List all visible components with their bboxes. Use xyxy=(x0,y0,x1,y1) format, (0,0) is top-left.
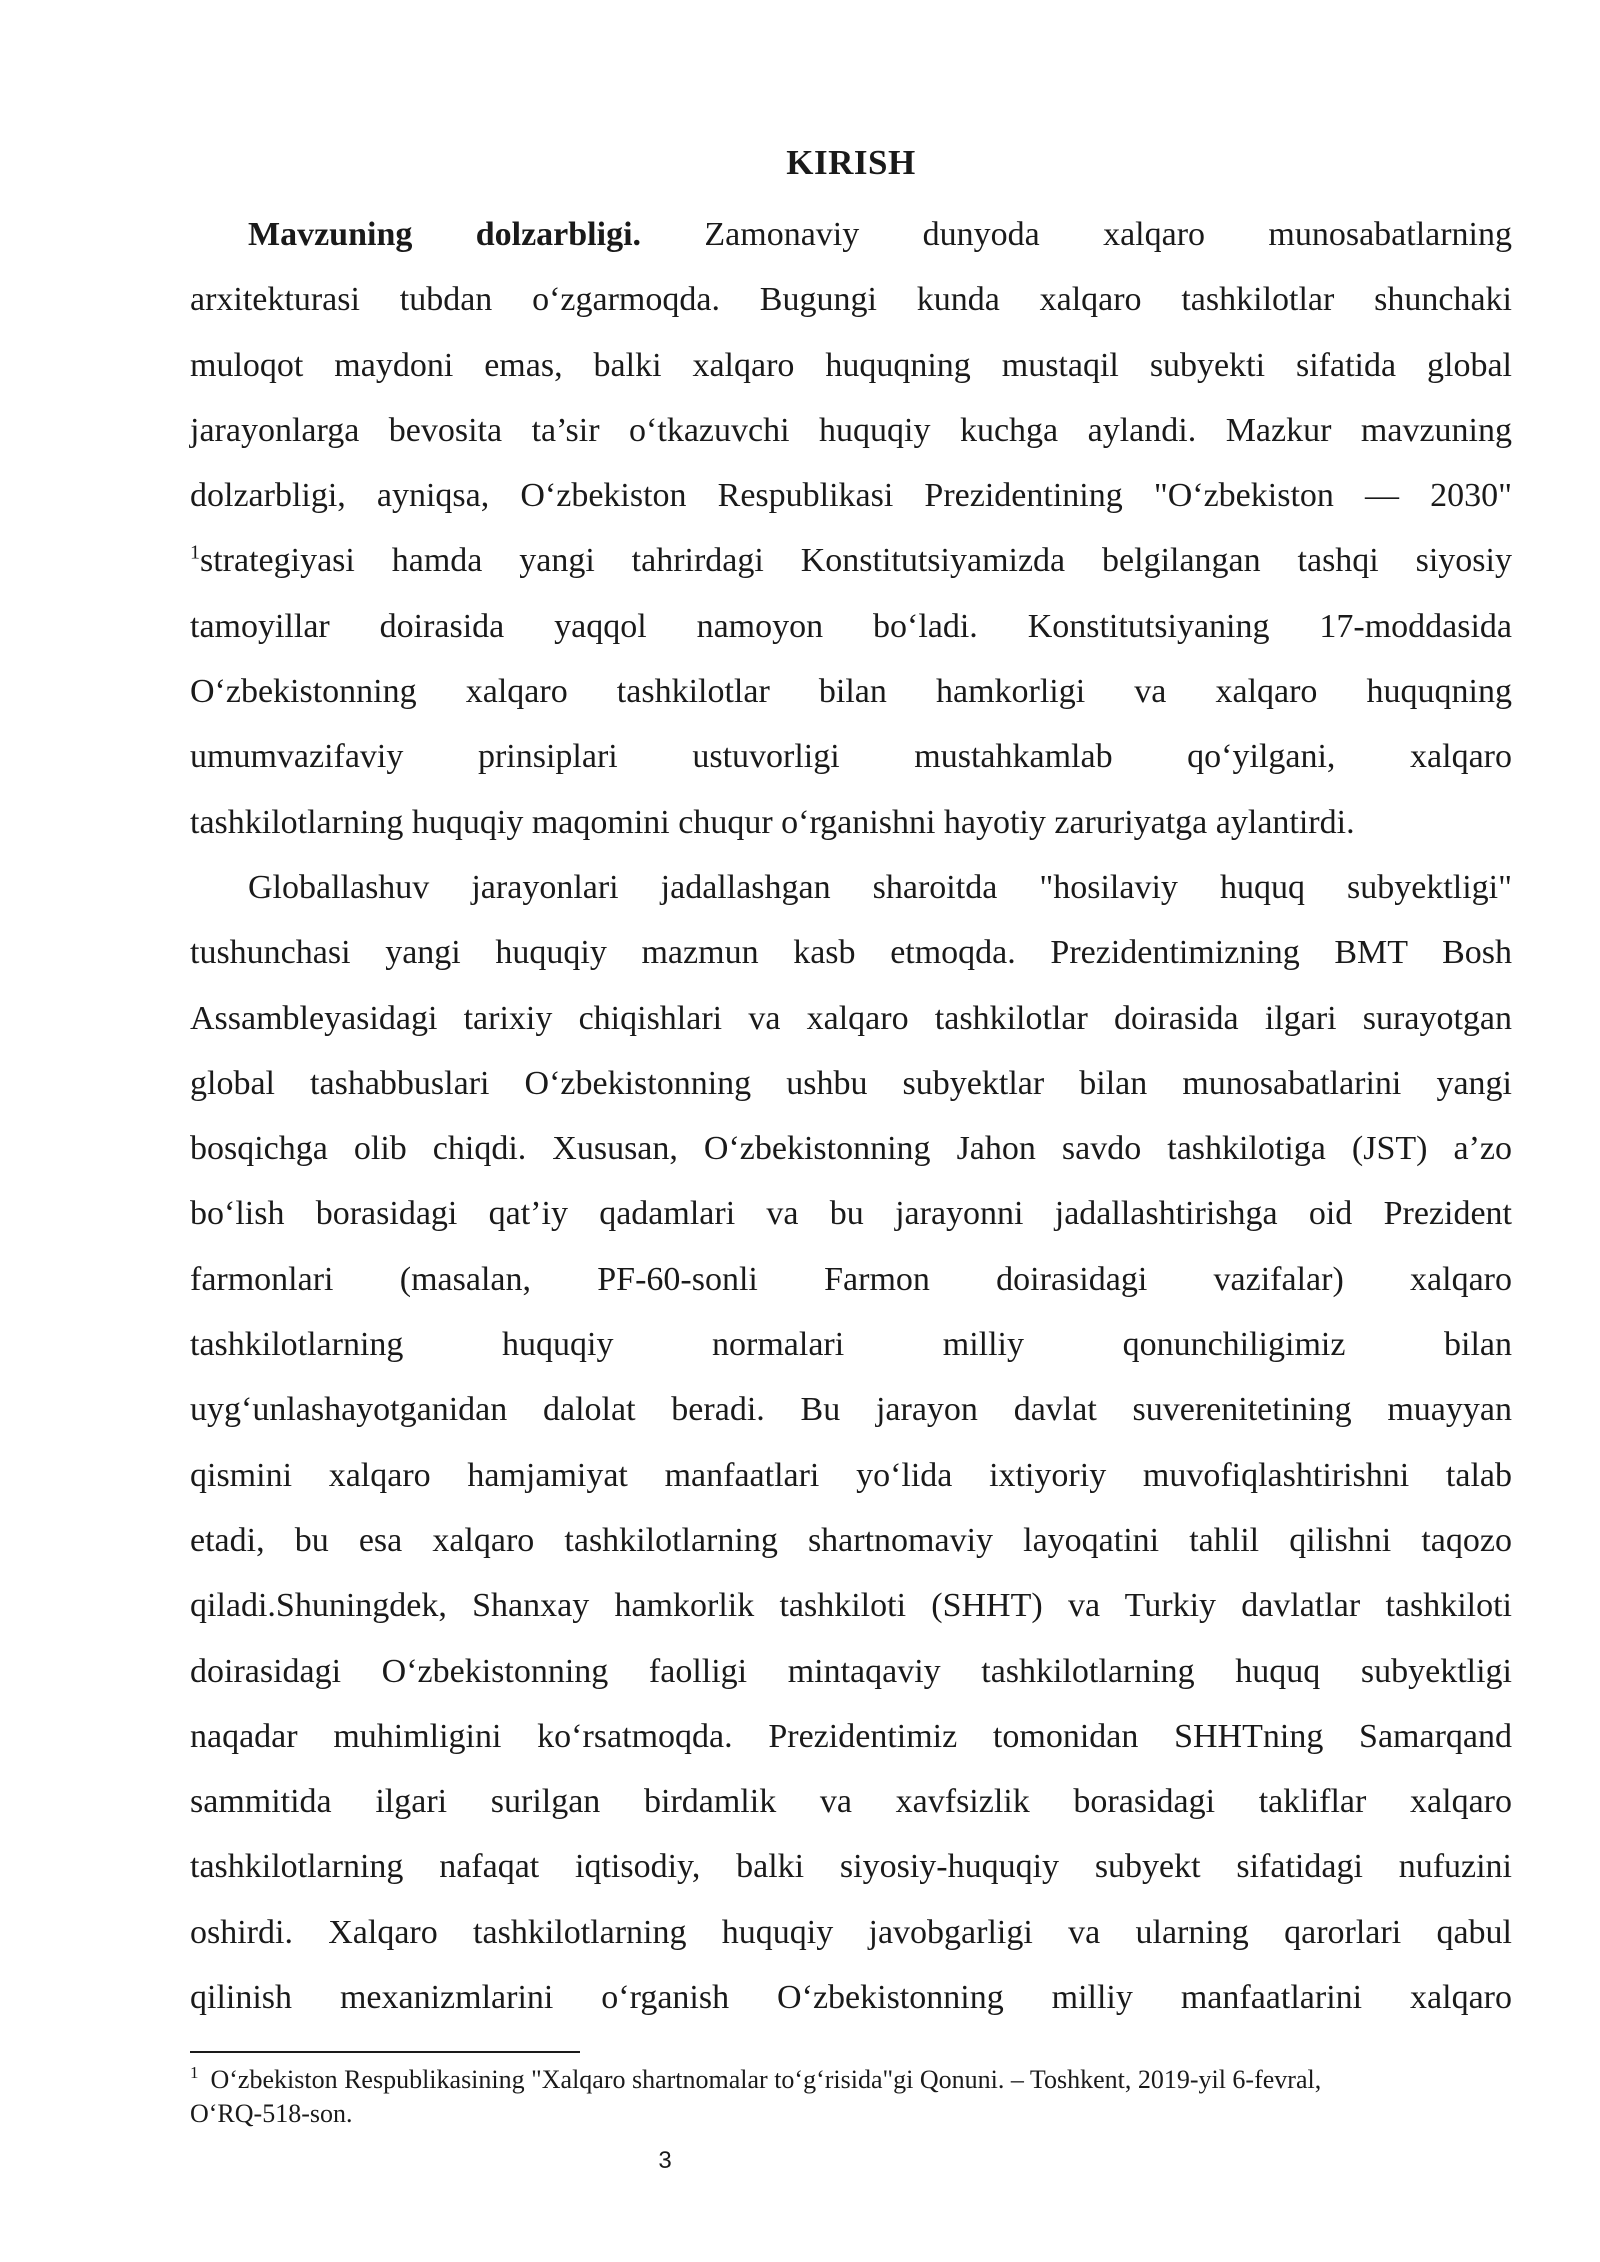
footnote xyxy=(190,2063,1512,2131)
footnote-reference[interactable]: 1 xyxy=(190,542,200,565)
text-line: bosqichga olib chiqdi. Xususan, O‘zbekistonning Jahon savdo tashkilotiga (JST) a’zo xyxy=(190,1130,1512,1168)
paragraph-relevance-end xyxy=(190,790,1512,855)
text-line-rest: Zamonaviy dunyoda xalqaro munosabatlarning xyxy=(641,216,1512,253)
text-line: global tashabbuslari O‘zbekistonning ushbu subyektlar bilan munosabatlarini yangi xyxy=(190,1064,1512,1102)
paragraph-relevance xyxy=(190,202,1512,790)
text-line: Globallashuv jarayonlari jadallashgan sharoitda "hosilaviy huquq subyektligi" xyxy=(248,868,1512,906)
text-line: tamoyillar doirasida yaqqol namoyon bo‘ladi. Konstitutsiyaning 17-moddasida xyxy=(190,607,1512,645)
text-line: tashkilotlarning nafaqat iqtisodiy, balki siyosiy-huquqiy subyekt sifatidagi nufuzini xyxy=(190,1848,1512,1886)
text-line: doirasidagi O‘zbekistonning faolligi mintaqaviy tashkilotlarning huquq subyektligi xyxy=(190,1652,1512,1690)
text-line xyxy=(190,202,1512,267)
text-line: etadi, bu esa xalqaro tashkilotlarning shartnomaviy layoqatini tahlil qilishni taqozo xyxy=(190,1521,1512,1559)
text-line: naqadar muhimligini ko‘rsatmoqda. Prezidentimiz tomonidan SHHTning Samarqand xyxy=(190,1717,1512,1755)
footnote-number: 1 xyxy=(190,2063,199,2083)
paragraph-globalization xyxy=(190,855,1512,2030)
text-line: tashkilotlarning huquqiy normalari milliy qonunchiligimiz bilan xyxy=(190,1326,1512,1364)
section-heading: KIRISH xyxy=(786,143,916,182)
text-line: O‘zbekistonning xalqaro tashkilotlar bilan hamkorligi va xalqaro huquqning xyxy=(190,673,1512,711)
text-line-rest: strategiyasi hamda yangi tahrirdagi Konstitutsiyamizda belgilangan tashqi siyosiy xyxy=(200,542,1512,580)
text-line: dolzarbligi, ayniqsa, O‘zbekiston Respublikasi Prezidentining "O‘zbekiston — 2030" xyxy=(190,477,1512,515)
footnote-separator xyxy=(190,2051,580,2053)
text-line xyxy=(190,528,1512,593)
text-line: oshirdi. Xalqaro tashkilotlarning huquqiy javobgarligi va ularning qarorlari qabul xyxy=(190,1913,1512,1951)
text-line: muloqot maydoni emas, balki xalqaro huquqning mustaqil subyekti sifatida global xyxy=(190,346,1512,384)
text-line: Assambleyasidagi tarixiy chiqishlari va xalqaro tashkilotlar doirasida ilgari surayotgan xyxy=(190,999,1512,1037)
text-line: farmonlari (masalan, PF-60-sonli Farmon doirasidagi vazifalar) xalqaro xyxy=(190,1260,1512,1298)
text-line: qiladi.Shuningdek, Shanxay hamkorlik tashkiloti (SHHT) va Turkiy davlatlar tashkiloti xyxy=(190,1587,1512,1625)
paragraph-lead: Mavzuning dolzarbligi. xyxy=(248,216,642,253)
text-line: tashkilotlarning huquqiy maqomini chuqur o‘rganishni hayotiy zaruriyatga aylantirdi. xyxy=(190,803,1355,841)
text-line: umumvazifaviy prinsiplari ustuvorligi mustahkamlab qo‘yilgani, xalqaro xyxy=(190,738,1512,776)
page-body xyxy=(190,138,1512,2030)
footnote-text: O‘zbekiston Respublikasining "Xalqaro shartnomalar to‘g‘risida"gi Qonuni. – Toshkent, 2019-yil 6-fevral, xyxy=(210,2065,1322,2094)
text-line: qismini xalqaro hamjamiyat manfaatlari yo‘lida ixtiyoriy muvofiqlashtirishni talab xyxy=(190,1456,1512,1494)
text-line: qilinish mexanizmlarini o‘rganish O‘zbekistonning milliy manfaatlarini xalqaro xyxy=(190,1979,1512,2017)
page-number: 3 xyxy=(658,2147,672,2174)
text-line: bo‘lish borasidagi qat’iy qadamlari va bu jarayonni jadallashtirishga oid Prezident xyxy=(190,1195,1512,1233)
text-line: tushunchasi yangi huquqiy mazmun kasb etmoqda. Prezidentimizning BMT Bosh xyxy=(190,934,1512,972)
text-line: arxitekturasi tubdan o‘zgarmoqda. Bugungi kunda xalqaro tashkilotlar shunchaki xyxy=(190,281,1512,319)
text-line: sammitida ilgari surilgan birdamlik va xavfsizlik borasidagi takliflar xalqaro xyxy=(190,1783,1512,1821)
text-line: jarayonlarga bevosita ta’sir o‘tkazuvchi huquqiy kuchga aylandi. Mazkur mavzuning xyxy=(190,411,1512,449)
footnote-line xyxy=(190,2063,1512,2097)
footnote-line: O‘RQ-518-son. xyxy=(190,2099,353,2128)
text-line: uyg‘unlashayotganidan dalolat beradi. Bu jarayon davlat suverenitetining muayyan xyxy=(190,1391,1512,1429)
